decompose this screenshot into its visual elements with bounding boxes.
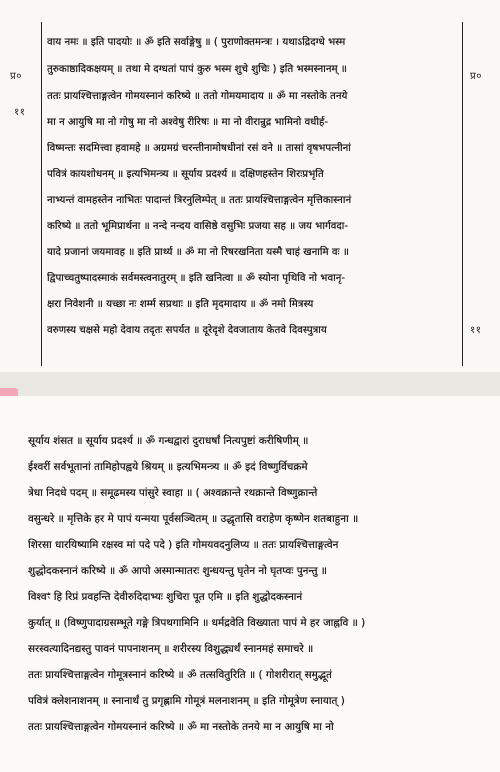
text-line: विश्वꣳ हि रिप्रं प्रवहन्ति देवीरुदिदाभ्यः शुचिरा पूत एमि ॥ इति शुद्धोदकस्नानं xyxy=(28,591,303,603)
left-margin-rule xyxy=(41,22,42,366)
text-line: ततः प्रायश्चित्ताङ्गत्वेन गोमयस्नानं करिष्ये ॥ ॐ मा नस्तोके तनये मा न आयुषि मा नो xyxy=(28,721,334,733)
text-line: तुरुकाष्ठादिकक्षयम् ॥ तथा मे दग्धतां पापं कुरु भस्म शुचे शुचिः ) इति भस्मस्नानम् ॥ xyxy=(47,64,347,75)
text-line: नाभ्यन्तं वामहस्तेन नाभितः पादान्तं त्रिरनुलिम्पेत् ॥ ततः प्रायश्चित्ताङ्गत्वेन मृत्तिकास्नानं xyxy=(47,195,352,206)
text-line: ततः प्रायश्चित्ताङ्गत्वेन गोमयस्नानं करिष्ये ॥ ततो गोमयमादाय ॥ ॐ मा नस्तोके तनये xyxy=(47,91,348,102)
right-margin-chapter-mark: प्र० xyxy=(470,71,482,82)
text-line: शिरसा धारयिष्यामि रक्षस्व मां पदे पदे ) इति गोमयवदनुलिप्य ॥ ततः प्रायश्चित्ताङ्गत्वेन xyxy=(28,539,339,551)
left-margin-page-number: ११ xyxy=(14,107,26,118)
text-line: पवित्रं क्लेशनाशनम् ॥ स्नानार्थं तु प्रगृह्णामि गोमूत्रं मलनाशनम् ॥ इति गोमूत्रेण स्नायात् ) xyxy=(28,695,345,707)
text-line: मा न आयुषि मा नो गोषु मा नो अश्वेषु रीरिषः ॥ मा नो वीरान्रुद्र भामिनो वधीर्ह- xyxy=(47,117,329,128)
text-line: विष्मन्तः सदमित्त्वा हवामहे ॥ अग्रमग्रं चरन्तीनामोषधीनां रसं वने ॥ तासां वृषभपत्नीनां xyxy=(47,143,351,154)
bottom-manuscript-page xyxy=(0,396,500,772)
text-line: सरस्वत्यादिनद्यस्तु पावनं पापनाशनम् ॥ शरीरस्य विशुद्ध्यर्थं स्नानमहं समाचरे ॥ xyxy=(28,643,314,655)
top-manuscript-page xyxy=(0,0,500,372)
text-line: क्षरा निवेशनी ॥ यच्छा नः शर्म्म सप्रथाः ॥ इति मृदमादाय ॥ ॐ नमो मित्रस्य xyxy=(47,299,314,310)
left-margin-chapter-mark: प्र० xyxy=(10,71,22,82)
text-line: ईश्वरीं सर्वभूतानां तामिहोपह्वये श्रियम् ॥ इत्यभिमन्त्र्य ॥ ॐ इदं विष्णुर्विचक्रमे xyxy=(28,461,308,473)
text-line: यादे प्रजानां जयमावह ॥ इति प्रार्थ्य ॥ ॐ मा नो रिषरखनिता यस्मै चाहं खनामि वः ॥ xyxy=(47,247,349,258)
right-margin-rule xyxy=(462,22,463,366)
text-line: वरुणस्य चक्षसे महो देवाय तदृतः सपर्यत ॥ दूरेदृशे देवजाताय केतवे दिवस्पुत्राय xyxy=(47,325,327,336)
text-line: करिष्ये ॥ ततो भूमिप्रार्थना ॥ नन्दे नन्दय वासिष्ठे वसुभिः प्रजया सह ॥ जय भार्गवदा- xyxy=(47,221,349,232)
text-line: त्रेधा निदधे पदम् ॥ समूढमस्य पांसुरे स्वाहा ॥ ( अश्वक्रान्ते रथक्रान्ते विष्णुक्रान्ते xyxy=(28,487,318,499)
text-line: पवित्रं कायशोधनम् ॥ इत्यभिमन्त्र्य ॥ सूर्याय प्रदर्श्य ॥ दक्षिणहस्तेन शिरःप्रभृति xyxy=(47,169,324,180)
text-line: ततः प्रायश्चित्ताङ्गत्वेन गोमूत्रस्नानं करिष्ये ॥ ॐ तत्सवितुरिति ॥ ( गोशरीरात् समुद्भूतं xyxy=(28,669,332,681)
text-line: द्विपाच्चतुष्पादस्माकं सर्वमस्त्वनातुरम् ॥ इति खनित्वा ॥ ॐ स्योना पृथिवि नो भवानृ- xyxy=(47,273,346,284)
text-line: शुद्धोदकस्नानं करिष्ये ॥ ॐ आपो अस्मान्मातरः शुन्धयन्तु घृतेन नो घृतप्वः पुनन्तु ॥ xyxy=(28,565,328,577)
page-gap xyxy=(0,372,500,396)
text-line: वाय नमः ॥ इति पादयोः ॥ ॐ इति सर्वाङ्गेषु ॥ ( पुराणोक्तमन्त्रः । यथाऽद्रिदग्धे भस्म xyxy=(47,37,346,48)
text-line: कुर्यात् ॥ (विष्णुपादाग्रसम्भूते गङ्गे त्रिपथगामिनि ॥ धर्मद्रवेति विख्याता पापं मे हर जाह्नवि ॥ ) xyxy=(28,617,366,629)
right-margin-page-number: ११ xyxy=(470,325,482,336)
text-line: सूर्याय शंसत ॥ सूर्याय प्रदर्श्य ॥ ॐ गन्धद्वारां दुराधर्षां नित्यपुष्टां करीषिणीम् ॥ xyxy=(28,435,309,447)
text-line: वसुन्धरे ॥ मृत्तिके हर मे पापं यन्मया पूर्वसञ्चितम् ॥ उद्धृतासि वराहेण कृष्णेन शतबाहुना ॥ xyxy=(28,513,359,525)
